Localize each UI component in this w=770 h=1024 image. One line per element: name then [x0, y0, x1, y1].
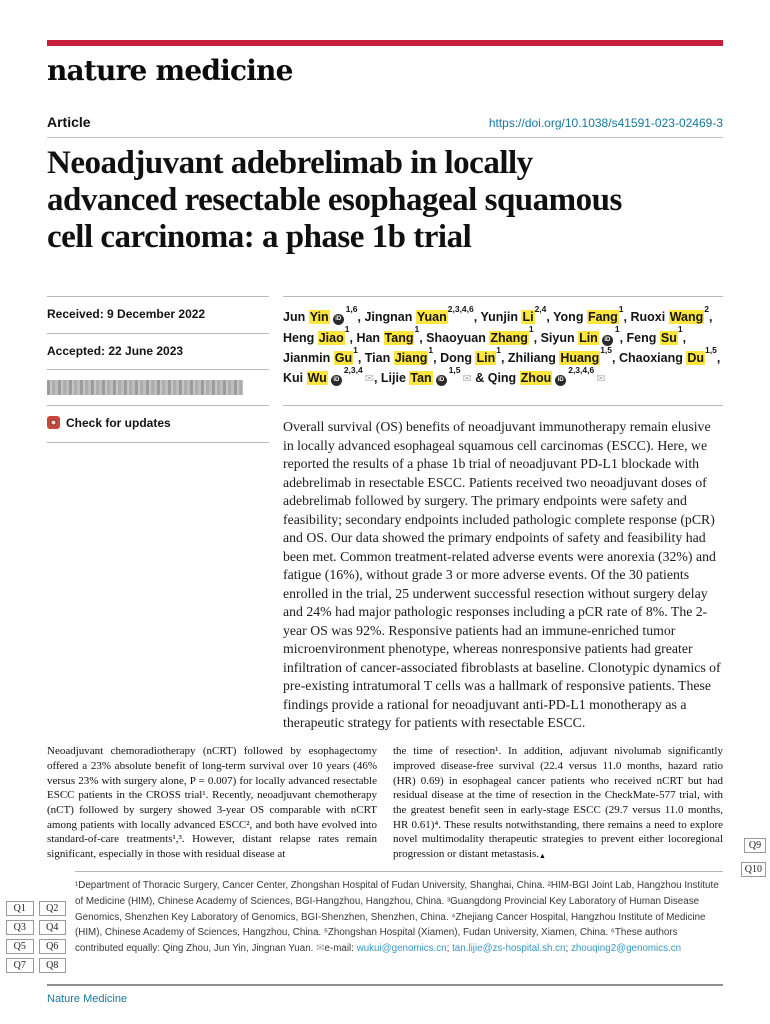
author-affiliation-sup: 1: [614, 324, 620, 335]
proof-query-box[interactable]: Q3: [6, 920, 34, 935]
proof-query-box[interactable]: Q5: [6, 939, 34, 954]
author-surname-highlight: Wang: [669, 310, 704, 325]
author-affiliation-sup: 1: [528, 324, 534, 335]
author: Heng Jiao$^1$,: [283, 324, 357, 345]
proof-query-box[interactable]: Q7: [6, 958, 34, 973]
proof-caret-mark: ▲: [539, 851, 546, 860]
author: Jingnan Yuan$^{2,3,4,6}$,: [364, 304, 481, 325]
author: Chaoxiang Du$^{1,5}$,: [618, 344, 721, 366]
author-affiliation-sup: 1,5: [448, 365, 461, 376]
orcid-icon[interactable]: iD: [331, 375, 342, 386]
author: Siyun Lin $iD^1$,: [540, 324, 627, 345]
email-link[interactable]: wukui@genomics.cn: [356, 943, 447, 955]
author: & Qing Zhou iD$^{2,3,4,6}$✉: [475, 365, 606, 386]
proof-query-box[interactable]: Q1: [6, 901, 34, 916]
author-affiliation-sup: 1: [344, 324, 350, 335]
author-affiliation-sup: 2,3,4,6: [447, 304, 474, 315]
author-affiliation-sup: 2: [704, 304, 709, 315]
author-affiliation-sup: 2,4: [534, 304, 547, 315]
email-link[interactable]: zhouqing2@genomics.cn: [570, 943, 682, 955]
author: Ruoxi Wang$^2$,: [630, 304, 713, 325]
intro-left-column: Neoadjuvant chemoradiotherapy (nCRT) followed by esophagectomy offered a 23% absolute benefit of long-term survival over 10 years (46% versus 23% with surgery alone, P = 0.007) for locally advanced resectable ESCC patients in the CROSS trial¹. Recently, neoadjuvant chemotherapy (nCT) followed by surgery showed 3-year OS comparable with nCRT among patients with locally advanced ESCC², and both have evolved into standard-of-care treatments¹,³. However, distant relapse rates remain significant, especially in those with residual disease at: [47, 745, 377, 860]
proof-queries-right: [741, 838, 766, 877]
published-date-row: [47, 369, 269, 405]
proof-query-box[interactable]: Q2: [39, 901, 67, 916]
author-surname-highlight: Lin: [579, 330, 598, 345]
author: Zhiliang Huang$^{1,5}$,: [507, 344, 619, 366]
author-affiliation-sup: 1: [677, 324, 683, 335]
author-affiliation-sup: 2,3,4: [343, 365, 363, 376]
author: Jun Yin iD$^{1,6}$,: [283, 304, 365, 325]
redacted-publication-date: [47, 380, 243, 395]
crossmark-icon: [47, 416, 60, 429]
author-surname-highlight: Zhou: [520, 371, 552, 386]
author-surname-highlight: Tang: [384, 330, 414, 345]
author-surname-highlight: Huang: [560, 351, 600, 366]
received-date: Received: 9 December 2022: [47, 307, 206, 322]
email-icon: ✉: [316, 943, 325, 955]
orcid-icon[interactable]: iD: [555, 375, 566, 386]
author-surname-highlight: Tan: [410, 371, 432, 386]
author: Yunjin Li$^{2,4}$,: [480, 304, 554, 325]
proof-query-box[interactable]: Q8: [39, 958, 67, 973]
received-date-row: [47, 296, 269, 333]
affiliations-footnote: [75, 871, 723, 957]
corresponding-email-icon[interactable]: ✉: [364, 373, 374, 386]
doi-link[interactable]: https://doi.org/10.1038/s41591-023-02469-3: [488, 116, 723, 131]
article-info-sidebar: [47, 296, 269, 443]
author: Tian Jiang$^1$,: [364, 344, 441, 366]
author: Han Tang$^1$,: [356, 324, 427, 345]
author: Feng Su$^1$,: [626, 324, 687, 345]
article-header-row: [47, 114, 723, 138]
footer-journal-name: Nature Medicine: [47, 993, 128, 1005]
corresponding-email-icon[interactable]: ✉: [462, 373, 472, 386]
author-affiliation-sup: 1: [353, 344, 358, 355]
journal-accent-bar: [47, 40, 723, 46]
page-footer: [47, 984, 723, 1005]
author-surname-highlight: Zhang: [490, 330, 528, 345]
author: Jianmin Gu$^1$,: [283, 344, 365, 366]
proof-queries-left: [6, 901, 66, 973]
proof-query-box[interactable]: Q6: [39, 939, 67, 954]
proof-query-box[interactable]: Q9: [744, 838, 766, 853]
abstract: Overall survival (OS) benefits of neoadjuvant immunotherapy remain elusive in locally advanced esophageal squamous cell carcinomas (ESCC). Here, we reported the results of a phase 1b trial of neoadjuvant PD-L1 blockade with adebrelimab in resectable ESCC. Patients received two neoadjuvant doses of adebrelimab followed by surgery. The primary endpoints were safety and feasibility; secondary endpoints included pathologic complete response (pCR) and OS. Our data showed the primary endpoints of safety and feasibility had been met. Common treatment-related adverse events were anorexia (32%) and fatigue (16%), without grade 3 or more adverse events. Of the 30 patients enrolled in the trial, 25 underwent successful resection without surgery delay and 24% had major pathologic responses including a pCR rate of 8%. The 2-year OS was 92%. Responsive patients had an immune-enriched tumor microenvironment phenotype, whereas nonresponsive patients had greater infiltration of cancer-associated fibroblasts at baseline. Clonotypic dynamics of pre-existing intratumoral T cells was a hallmark of responsive patients. These findings provide a rational for neoadjuvant anti-PD-L1 monotherapy as a therapeutic strategy for patients with resectable ESCC.: [283, 405, 723, 732]
author-surname-highlight: Li: [522, 310, 534, 325]
author-affiliation-sup: 1: [414, 324, 420, 335]
orcid-icon[interactable]: iD: [436, 375, 447, 386]
author-affiliation-sup: 2,3,4,6: [568, 365, 595, 376]
author-surname-highlight: Yin: [309, 310, 329, 325]
author-abstract-column: [283, 296, 723, 732]
author-surname-highlight: Gu: [334, 351, 353, 366]
affiliations-text: ¹Department of Thoracic Surgery, Cancer Center, Zhongshan Hospital of Fudan University, Shanghai, China. ²HIM-BGI Joint Lab, Hangzhou Institute of Medicine (HIM), Chinese Academy of Sciences, BGI-Hangzhou, Hangzhou, China. ³Guangdong Provincial Key Laboratory of Human Disease Genomics, Shenzhen Key Laboratory of Genomics, BGI-Shenzhen, Shenzhen, China. ⁴Zhejiang Cancer Hospital, Hangzhou Institute of Medicine (HIM), Chinese Academy of Sciences, Hangzhou, China. ⁵Zhongshan Hospital (Xiamen), Fudan University, Xiamen, China. ⁶These authors contributed equally: Qing Zhou, Jun Yin, Jingnan Yuan.: [75, 880, 719, 955]
author: Yong Fang$^1$,: [553, 304, 631, 325]
proof-query-box[interactable]: Q10: [741, 862, 766, 877]
check-for-updates-button[interactable]: [47, 405, 269, 443]
email-link[interactable]: tan.lijie@zs-hospital.sh.cn: [452, 943, 566, 955]
author-affiliation-sup: 1: [428, 344, 434, 355]
author-surname-highlight: Lin: [476, 351, 496, 366]
orcid-icon[interactable]: iD: [602, 335, 613, 346]
author-affiliation-sup: 1: [618, 304, 624, 315]
intro-right-text: the time of resection¹. In addition, adjuvant nivolumab significantly improved disease-free survival (22.4 versus 11.0 months, hazard ratio (HR) 0.69) in esophageal cancer patients who received nCRT but had residual disease at the time of resection in the CheckMate-577 trial, with the greatest benefit seen in early-stage ESCC (29.7 versus 11.0 months, HR 0.61)⁴. These results notwithstanding, there remains a need to explore novel multimodality therapeutic strategies to prevent either locoregional progression or distant metastasis.: [393, 745, 723, 860]
author-affiliation-sup: 1,6: [345, 304, 358, 315]
proof-query-box[interactable]: Q4: [39, 920, 67, 935]
author-surname-highlight: Jiang: [394, 351, 428, 366]
author-surname-highlight: Wu: [307, 371, 327, 386]
author-surname-highlight: Su: [660, 330, 677, 345]
corresponding-email-icon[interactable]: ✉: [596, 373, 606, 386]
author: Lijie Tan iD$^{1,5}$✉: [380, 365, 472, 386]
author: Dong Lin$^1$,: [440, 344, 508, 366]
author-affiliation-sup: 1: [496, 344, 501, 355]
orcid-icon[interactable]: iD: [333, 314, 344, 325]
article-title: Neoadjuvant adebrelimab in locally advanced resectable esophageal squamous cell carcinoma: a phase 1b trial: [47, 145, 622, 256]
author-affiliation-sup: 1,5: [600, 344, 613, 355]
accepted-date: Accepted: 22 June 2023: [47, 343, 184, 358]
check-for-updates-label: Check for updates: [66, 416, 171, 431]
author-affiliation-sup: 1,5: [705, 344, 717, 355]
introduction-columns: [47, 744, 723, 861]
author-surname-highlight: Du: [687, 351, 705, 366]
author-surname-highlight: Fang: [587, 310, 618, 325]
article-type-label: Article: [47, 114, 91, 131]
author: Kui Wu iD$^{2,3,4}$✉,: [283, 365, 381, 386]
title-block-grid: [47, 296, 723, 732]
journal-logo: nature medicine: [47, 54, 293, 87]
intro-right-column: [393, 744, 723, 861]
accepted-date-row: [47, 333, 269, 370]
author: Shaoyuan Zhang$^1$,: [426, 324, 541, 345]
email-prefix-label: e-mail:: [324, 943, 357, 955]
email-links: wukui@genomics.cn; tan.lijie@zs-hospital.sh.cn; zhouqing2@genomics.cn: [356, 943, 682, 955]
author-surname-highlight: Yuan: [416, 310, 447, 325]
author-list: [283, 296, 723, 389]
author-surname-highlight: Jiao: [318, 330, 344, 345]
